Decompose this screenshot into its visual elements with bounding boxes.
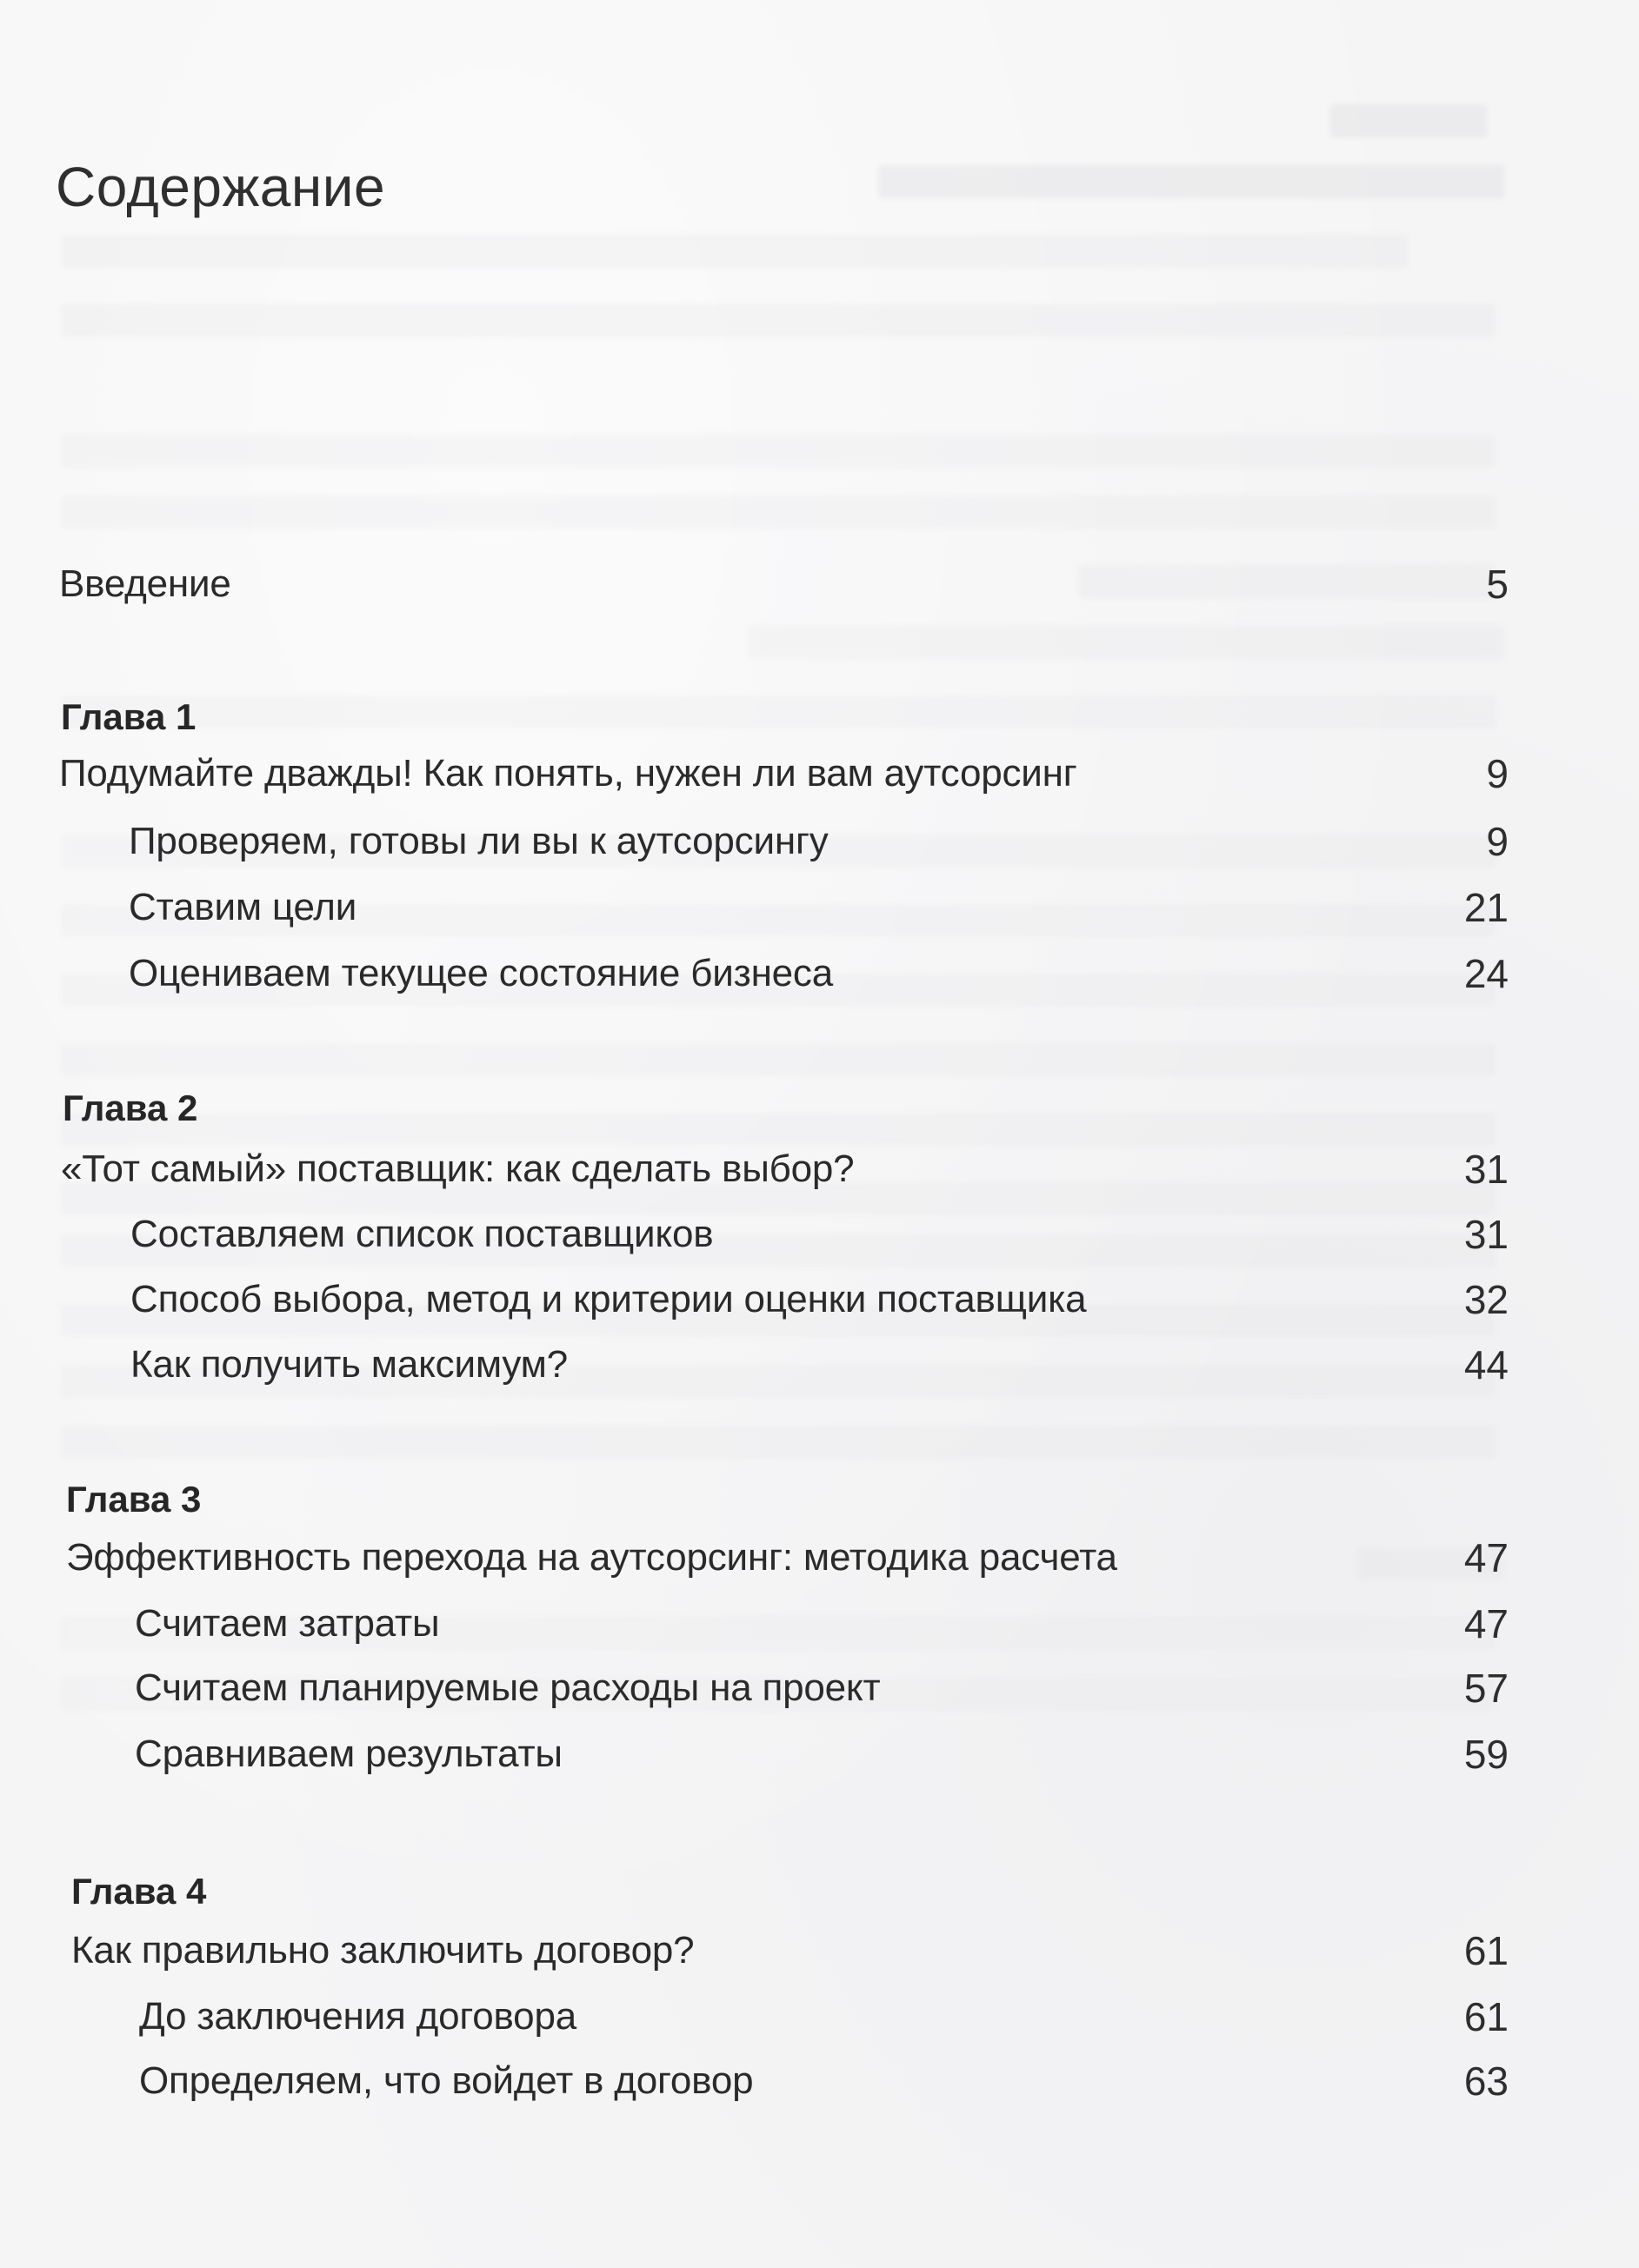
chapter-heading-4: Глава 4: [71, 1871, 207, 1912]
toc-page-number: 44: [1463, 1342, 1509, 1387]
toc-entry-label: Составляем список поставщиков: [130, 1213, 714, 1255]
toc-page-number: 59: [1463, 1732, 1509, 1777]
toc-page-number: 9: [1486, 751, 1509, 796]
toc-entry-label: Ставим цели: [129, 886, 357, 928]
toc-page-number: 31: [1463, 1212, 1509, 1257]
toc-entry-label: Как правильно заключить договор?: [71, 1929, 695, 1972]
toc-entry-label: «Тот самый» поставщик: как сделать выбор?: [61, 1147, 855, 1190]
toc-entry-label: Определяем, что войдет в договор: [139, 2059, 754, 2102]
toc-section[interactable]: [0, 1662, 1639, 1714]
toc-entry-label: Как получить максимум?: [130, 1343, 568, 1386]
toc-section[interactable]: [0, 1339, 1639, 1391]
chapter-heading-3: Глава 3: [66, 1479, 202, 1520]
toc-page-number: 32: [1463, 1277, 1509, 1322]
toc-page-number: 57: [1463, 1666, 1509, 1711]
toc-page-number: 47: [1463, 1601, 1509, 1646]
toc-chapter-title-1[interactable]: [0, 748, 1639, 800]
toc-section[interactable]: [0, 2055, 1639, 2107]
toc-chapter-title-3[interactable]: [0, 1532, 1639, 1584]
toc-chapter-title-4[interactable]: [0, 1925, 1639, 1977]
toc-entry-label: Проверяем, готовы ли вы к аутсорсингу: [129, 820, 829, 862]
toc-page-number: 24: [1463, 951, 1509, 996]
page-title: Содержание: [56, 156, 386, 218]
toc-entry-label: Эффективность перехода на аутсорсинг: методика расчета: [66, 1536, 1117, 1579]
toc-page-number: 9: [1486, 819, 1509, 864]
toc-page-number: 21: [1463, 885, 1509, 930]
toc-page-number: 31: [1463, 1147, 1509, 1192]
toc-page-number: 61: [1463, 1994, 1509, 2039]
toc-entry-label: Способ выбора, метод и критерии оценки поставщика: [130, 1278, 1087, 1320]
toc-entry-label: Считаем планируемые расходы на проект: [135, 1666, 881, 1709]
toc-entry-label: До заключения договора: [139, 1995, 576, 2038]
chapter-heading-2: Глава 2: [63, 1087, 198, 1128]
toc-page-number: 5: [1486, 562, 1509, 607]
toc-page-number: 63: [1463, 2058, 1509, 2104]
toc-page-number: 61: [1463, 1928, 1509, 1973]
toc-section[interactable]: [0, 815, 1639, 868]
toc-entry-label: Введение: [59, 562, 231, 605]
toc-section[interactable]: [0, 948, 1639, 1000]
toc-section[interactable]: [0, 1991, 1639, 2043]
toc-page-number: 47: [1463, 1535, 1509, 1580]
toc-entry-label: Подумайте дважды! Как понять, нужен ли вам аутсорсинг: [59, 752, 1077, 795]
toc-section[interactable]: [0, 1598, 1639, 1650]
toc-section[interactable]: [0, 1208, 1639, 1260]
toc-chapter-title-2[interactable]: [0, 1143, 1639, 1195]
chapter-heading-1: Глава 1: [61, 696, 197, 737]
toc-entry-introduction[interactable]: [0, 558, 1639, 610]
toc-entry-label: Сравниваем результаты: [135, 1733, 563, 1775]
toc-entry-label: Оцениваем текущее состояние бизнеса: [129, 952, 834, 994]
toc-entry-label: Считаем затраты: [135, 1602, 440, 1645]
toc-section[interactable]: [0, 881, 1639, 934]
toc-section[interactable]: [0, 1728, 1639, 1780]
toc-section[interactable]: [0, 1274, 1639, 1326]
